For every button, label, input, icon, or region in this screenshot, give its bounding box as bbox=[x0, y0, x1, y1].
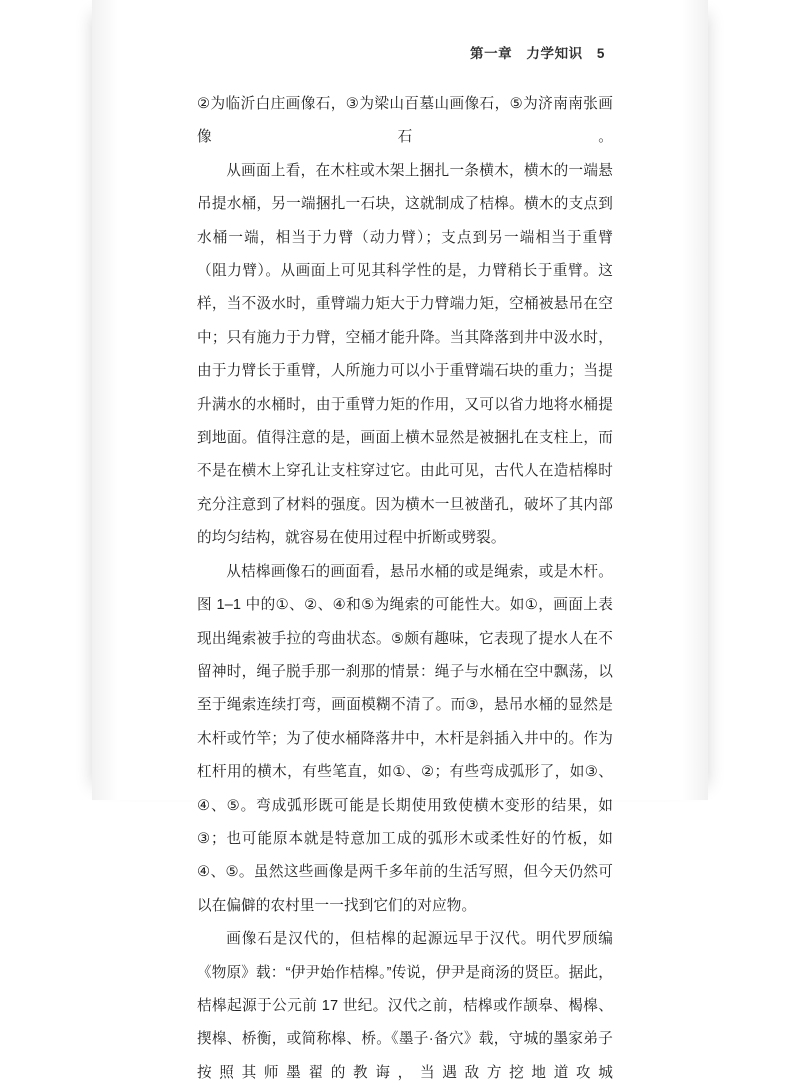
running-head: 第一章 力学知识 5 bbox=[469, 46, 605, 61]
paragraph-picture-description: 从画面上看，在木柱或木架上捆扎一条横木，横木的一端悬吊提水桶，另一端捆扎一石块，这就制成了桔槔。横木的支点到水桶一端，相当于力臂（动力臂）；支点到另一端相当于重臂（阻力臂）。从画面上可见其科学性的是，力臂稍长于重臂。这样，当不汲水时，重臂端力矩大于力臂端力矩，空桶被悬吊在空中；只有施力于力臂，空桶才能升降。当其降落到井中汲水时，由于力臂长于重臂，人所施力可以小于重臂端石块的重力；当提升满水的水桶时，由于重臂力矩的作用，又可以省力地将水桶提到地面。值得注意的是，画面上横木显然是被捆扎在支柱上，而不是在横木上穿孔让支柱穿过它。由此可见，古代人在造桔槔时充分注意到了材料的强度。因为横木一旦被凿孔，破坏了其内部的均匀结构，就容易在使用过程中折断或劈裂。 bbox=[197, 162, 613, 547]
paragraph-rope-or-pole: 从桔槔画像石的画面看，悬吊水桶的或是绳索，或是木杆。图 1–1 中的①、②、④和⑤为绳索的可能性大。如①，画面上表现出绳索被手拉的弯曲状态。⑤颇有趣味，它表现了提水人在不留神时，绳子脱手那一刹那的情景：绳子与水桶在空中飘荡，以至于绳索连续打弯，画面模糊不清了。而③，悬吊水桶的显然是木杆或竹竿；为了使水桶降落井中，木杆是斜插入井中的。作为杠杆用的横木，有些笔直，如①、②；有些弯成弧形了，如③、④、⑤。弯成弧形既可能是长期使用致使横木变形的结果，如③；也可能原本就是特意加工成的弧形木或柔性好的竹板，如④、⑤。虽然这些画像是两千多年前的生活写照，但今天仍然可以在偏僻的农村里一一找到它们的对应物。 bbox=[197, 563, 613, 914]
page-sheet bbox=[92, 0, 708, 1081]
text-column bbox=[197, 88, 613, 1090]
paragraph-origin-history: 画像石是汉代的，但桔槔的起源远早于汉代。明代罗颀编《物原》载：“伊尹始作桔槔。”传说，伊尹是商汤的贤臣。据此，桔槔起源于公元前 17 世纪。汉代之前，桔槔或作颉皋、楬槔、揳槔、桥衡，或简称槔、桥。《墨子·备穴》载，守城的墨家弟子按照其师墨翟的教诲，当遇敌方挖地道攻城 bbox=[197, 931, 613, 1081]
paragraph-caption-tail: ②为临沂白庄画像石，③为梁山百墓山画像石，⑤为济南南张画像石。 bbox=[197, 96, 613, 146]
